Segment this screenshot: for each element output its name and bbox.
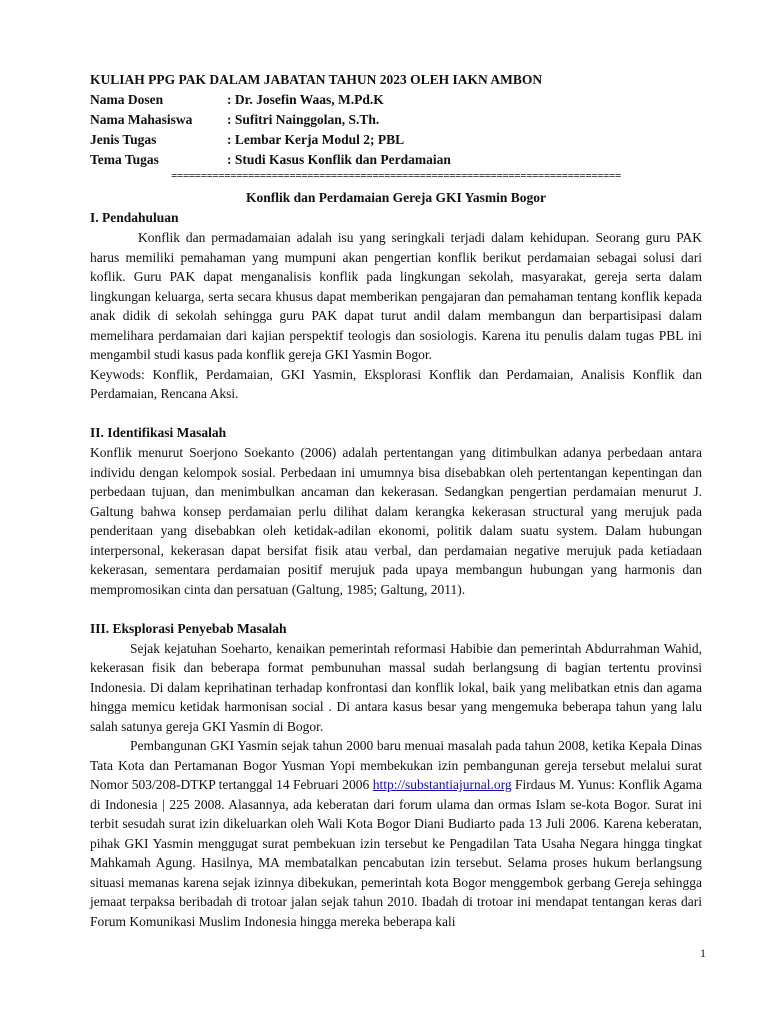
course-title: KULIAH PPG PAK DALAM JABATAN TAHUN 2023 OLEH IAKN AMBON: [90, 72, 543, 87]
section-heading-cause-exploration: III. Eksplorasi Penyebab Masalah: [90, 620, 287, 636]
meta-row-lecturer: [90, 90, 702, 110]
meta-row-task-theme: [90, 150, 702, 170]
meta-value: : Lembar Kerja Modul 2; PBL: [227, 132, 405, 147]
keywords-paragraph: Keywods: Konflik, Perdamaian, GKI Yasmin, Eksplorasi Konflik dan Perdamaian, Analisis Konflik dan Perdamaian, Rencana Aksi.: [90, 366, 702, 401]
separator-line: ============================================================================: [171, 170, 621, 182]
blank-line: [90, 404, 702, 424]
meta-key: Nama Dosen: [90, 92, 164, 107]
page-number: 1: [700, 946, 706, 960]
introduction-paragraph: Konflik dan permadamaian adalah isu yang seringkali terjadi dalam kehidupan. Seorang guru PAK harus memiliki pemahaman yang mumpuni akan pengertian konflik berikut perdamaian sebagai solusi dari koflik. Guru PAK dapat menganalisis konflik pada lingkungan sekolah, masyarakat, gereja serta dalam lingkungan keluarga, serta secara khusus dapat memberikan pengajaran dan pemahaman tentang konflik kepada anak didik di sekolah sehingga guru PAK dapat turut andil dalam membangun dan berpartisipasi dalam memelihara perdamaian dari kajian perspektif teologis dan sosiologis. Karena itu penulis dalam tugas PBL ini mengambil studi kasus pada konflik gereja GKI Yasmin Bogor.: [90, 230, 702, 362]
meta-key: Tema Tugas: [90, 152, 159, 167]
meta-row-student: [90, 110, 702, 130]
cause-exploration-paragraph-1: Sejak kejatuhan Soeharto, kenaikan pemerintah reformasi Habibie dan pemerintah Abdurrahman Wahid, kekerasan fisik dan beberapa format pembunuhan massal sudah berlangsung di bagian tertentu provinsi Indonesia. Di dalam keprihatinan terhadap konfrontasi dan konflik lokal, baik yang melibatkan etnis dan agama hingga memicu ketidak harmonisan social . Di antara kasus besar yang mengemuka beberapa tahun yang lalu salah satunya gereja GKI Yasmin di Bogor.: [90, 640, 702, 734]
meta-key: Jenis Tugas: [90, 132, 157, 147]
meta-value: : Studi Kasus Konflik dan Perdamaian: [227, 152, 451, 167]
problem-identification-paragraph: Konflik menurut Soerjono Soekanto (2006) adalah pertentangan yang ditimbulkan adanya perbedaan antara individu dengan kelompok sosial. Perbedaan ini umumnya bisa disebabkan oleh pertentangan kepentingan dan perbedaan tujuan, dan menimbulkan ancaman dan kekerasan. Sedangkan pengertian perdamaian menurut J. Galtung bahwa konsep perdamaian perlu dilihat dalam kerangka kekerasan structural yang merujuk pada penderitaan yang disebabkan oleh ketidak-adilan ekonomi, politik dalam suatu system. Dalam hubungan interpersonal, kekerasan dapat bersifat fisik atau verbal, dan perdamaian negative merujuk pada ketiadaan kekerasan, sementara perdamaian positif merujuk pada upaya membangun hubungan yang harmonis dan mempromosikan cinta dan persatuan (Galtung, 1985; Galtung, 2011).: [90, 445, 702, 597]
blank-line: [90, 599, 702, 619]
substantia-journal-link[interactable]: http://substantiajurnal.org: [372, 777, 512, 792]
paragraph-text: Firdaus M. Yunus: Konflik Agama di Indonesia | 225 2008. Alasannya, ada keberatan dari forum ulama dan ormas Islam se-kota Bogor. Surat ini terbit sesudah surat izin dikeluarkan oleh Wali Kota Bogor Diani Budiarto pada 13 Juli 2006. Karena keberatan, pihak GKI Yasmin menggugat surat pembekuan izin tersebut ke Pengadilan Tata Usaha Negara hingga tingkat Mahkamah Agung. Hasilnya, MA membatalkan pencabutan izin tersebut. Selama proses hukum berlangsung situasi memanas karena sejak izinnya dibekukan, pemerintah kota Bogor menggembok gerbang Gereja sehingga jemaat terpaksa beribadah di trotoar jalan sejak tahun 2010. Ibadah di trotoar ini mendapat tentangan keras dari Forum Komunikasi Muslim Indonesia hingga mereka beberapa kali: [90, 777, 703, 929]
meta-row-task-type: [90, 130, 702, 150]
section-heading-problem-identification: II. Identifikasi Masalah: [90, 425, 227, 440]
section-heading-introduction: I. Pendahuluan: [90, 210, 179, 225]
meta-value: : Sufitri Nainggolan, S.Th.: [227, 112, 380, 127]
document-page: [90, 70, 702, 931]
meta-value: : Dr. Josefin Waas, M.Pd.K: [227, 92, 384, 107]
paragraph-text: Pembangunan GKI Yasmin sejak tahun 2000 baru menuai masalah pada tahun 2008, ketika Kepala Dinas Tata Kota dan Pertamanan Bogor Yusman Yopi membekukan izin pembangunan gereja tersebut melalui surat Nomor 503/208-DTKP tertanggal 14 Februari 2006: [90, 738, 702, 792]
meta-key: Nama Mahasiswa: [90, 112, 193, 127]
cause-exploration-paragraph-2: [90, 736, 702, 931]
document-title: Konflik dan Perdamaian Gereja GKI Yasmin Bogor: [245, 190, 546, 205]
